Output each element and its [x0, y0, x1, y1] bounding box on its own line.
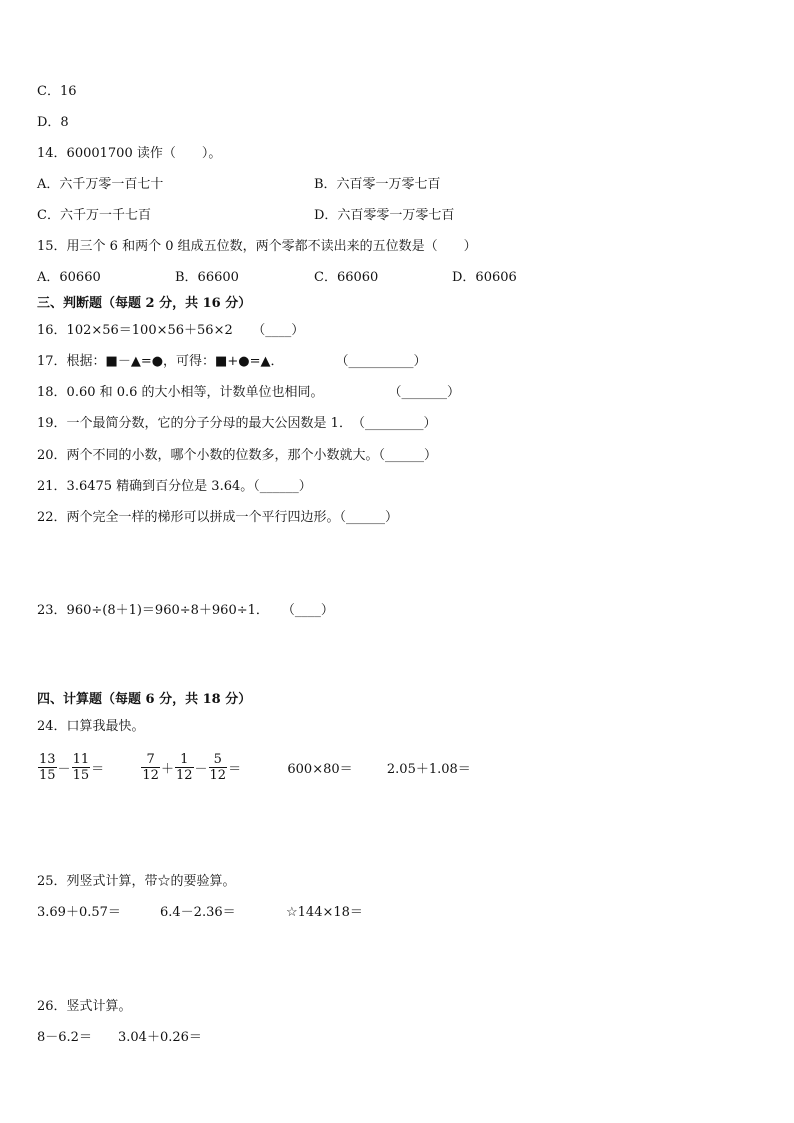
- q17: 17．根据：■－▲=●，可得：■+●=▲． （__________）: [37, 354, 427, 369]
- operator: ＋: [160, 762, 174, 777]
- q25-expr-2: 6.4－2.36＝: [160, 905, 236, 920]
- section-4-title: 四、计算题（每题 6 分，共 18 分）: [37, 692, 252, 707]
- q13-option-c: C．16: [37, 84, 77, 99]
- q22: 22．两个完全一样的梯形可以拼成一个平行四边形。（______）: [37, 510, 399, 525]
- q14-option-c: C．六千万一千七百: [37, 208, 151, 223]
- operator: －: [194, 762, 208, 777]
- q18: 18．0.60 和 0.6 的大小相等，计数单位也相同。 （_______）: [37, 385, 461, 400]
- fraction: [72, 752, 91, 783]
- fraction: [209, 752, 228, 783]
- numerator: 7: [141, 752, 160, 768]
- q26-stem: 26．竖式计算。: [37, 999, 132, 1014]
- q26-expr-1: 8－6.2＝: [37, 1030, 92, 1045]
- q15-option-d: D．60606: [452, 270, 517, 285]
- q20: 20．两个不同的小数，哪个小数的位数多，那个小数就大。（______）: [37, 448, 438, 463]
- q25-expr-3: ☆144×18＝: [286, 905, 363, 920]
- q16: 16．102×56＝100×56＋56×2 （____）: [37, 323, 305, 338]
- q24-expr-3: 600×80＝: [287, 762, 353, 777]
- q15-option-c: C．66060: [314, 270, 379, 285]
- q24-expressions: [37, 752, 471, 783]
- denominator: 12: [142, 768, 159, 783]
- numerator: 1: [175, 752, 194, 768]
- q15-stem: 15．用三个 6 和两个 0 组成五位数，两个零都不读出来的五位数是（ ）: [37, 239, 477, 254]
- fraction: [141, 752, 160, 783]
- q24-stem: 24．口算我最快。: [37, 719, 145, 734]
- section-3-title: 三、判断题（每题 2 分，共 16 分）: [37, 296, 252, 311]
- q15-option-b: B．66600: [175, 270, 239, 285]
- denominator: 15: [72, 768, 90, 783]
- q24-expr-4: 2.05＋1.08＝: [386, 762, 471, 777]
- q19: 19．一个最简分数，它的分子分母的最大公因数是 1． （_________）: [37, 416, 437, 431]
- q25-expr-1: 3.69＋0.57＝: [37, 905, 121, 920]
- denominator: 12: [209, 768, 227, 783]
- q14-option-a: A．六千万零一百七十: [37, 177, 164, 192]
- equals: ＝: [228, 762, 242, 777]
- q13-option-d: D．8: [37, 115, 69, 130]
- equals: ＝: [91, 762, 105, 777]
- q14-option-d: D．六百零零一万零七百: [314, 208, 455, 223]
- q23: 23．960÷(8＋1)＝960÷8＋960÷1． （____）: [37, 603, 334, 618]
- q26-expr-2: 3.04＋0.26＝: [118, 1030, 202, 1045]
- q21: 21．3.6475 精确到百分位是 3.64。（______）: [37, 479, 312, 494]
- fraction: [175, 752, 194, 783]
- denominator: 12: [175, 768, 193, 783]
- numerator: 5: [209, 752, 228, 768]
- denominator: 15: [39, 768, 56, 783]
- q14-stem: 14．60001700 读作（ ）。: [37, 146, 222, 161]
- q25-stem: 25．列竖式计算，带☆的要验算。: [37, 874, 236, 889]
- numerator: 13: [39, 752, 56, 767]
- numerator: 11: [72, 752, 90, 767]
- q14-option-b: B．六百零一万零七百: [314, 177, 441, 192]
- q15-option-a: A．60660: [37, 270, 101, 285]
- fraction: [38, 752, 57, 783]
- operator: －: [57, 762, 71, 777]
